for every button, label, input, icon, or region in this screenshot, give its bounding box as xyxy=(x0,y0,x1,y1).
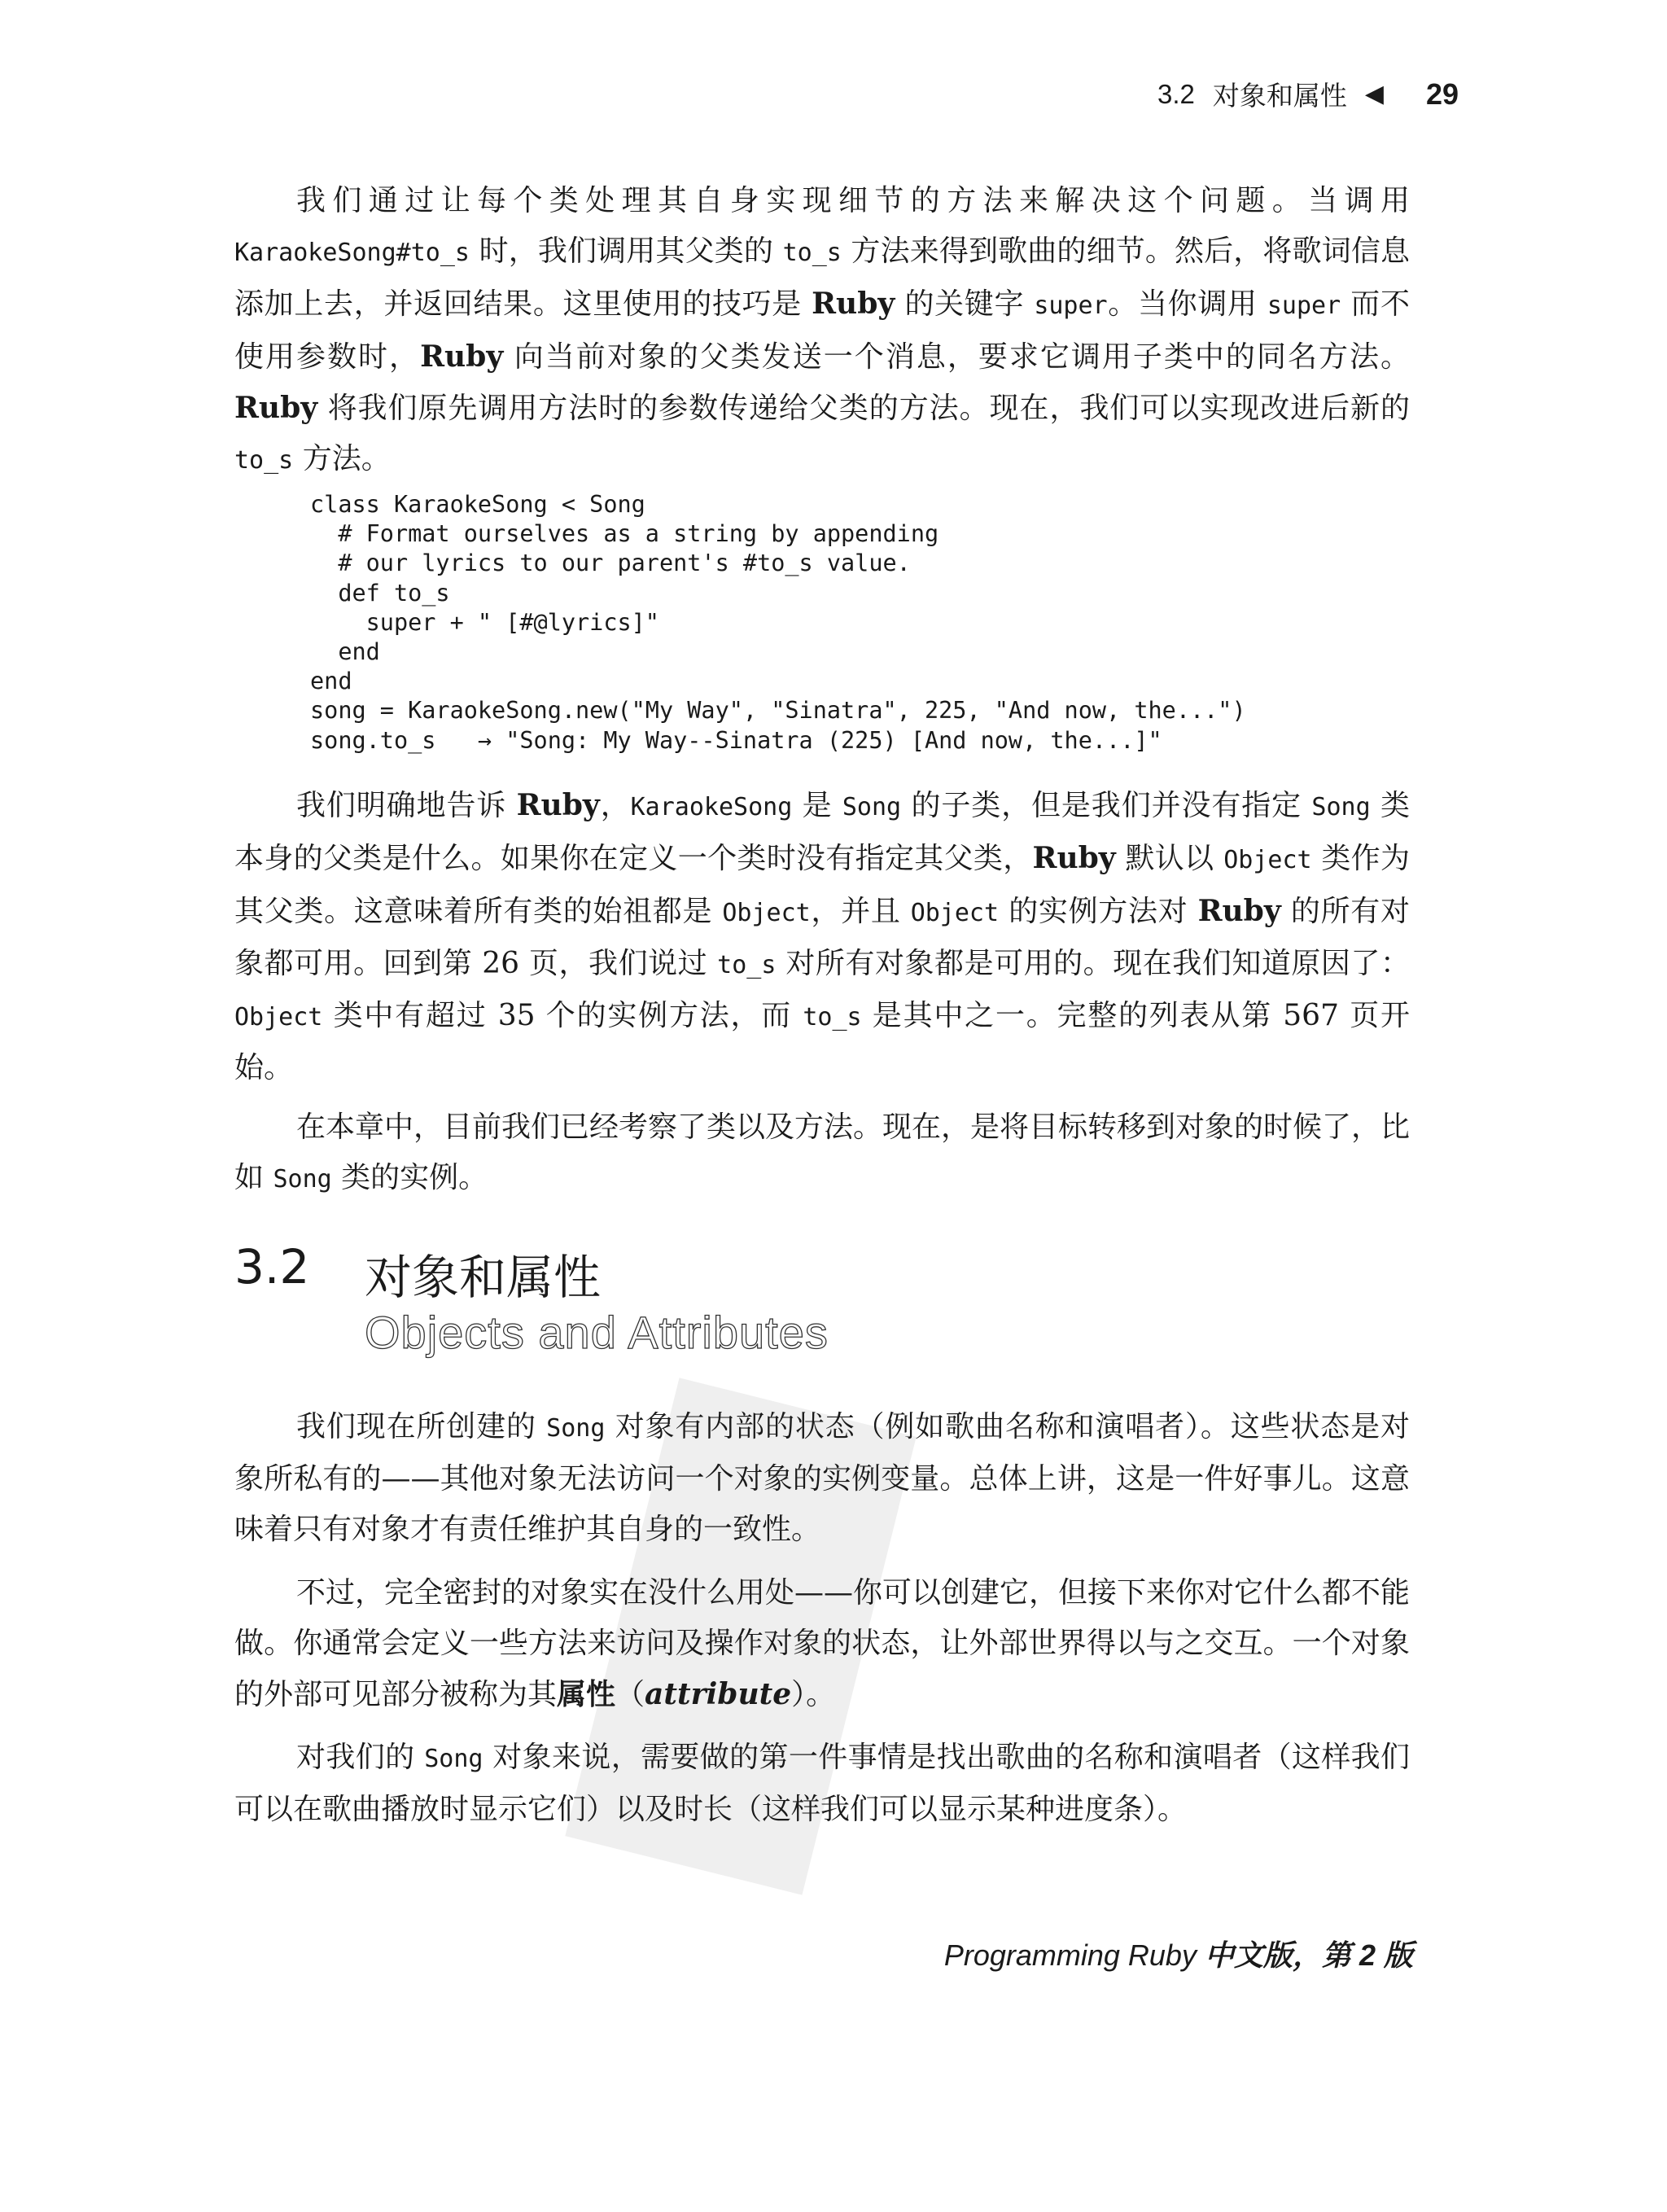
footer-book-title: Programming Ruby xyxy=(943,1938,1197,1972)
paragraph-3: 在本章中，目前我们已经考察了类以及方法。现在，是将目标转移到对象的时候了，比如 Song 类的实例。 xyxy=(234,1110,1411,1194)
code-line: end xyxy=(310,638,380,666)
code-line: song.to_s → "Song: My Way--Sinatra (225) [And now, the...]" xyxy=(310,726,1162,754)
section-title-en: Objects and Attributes xyxy=(365,1307,829,1358)
section-title-cn: 对象和属性 xyxy=(365,1250,602,1305)
running-header xyxy=(1157,75,1459,113)
paragraph-2: 我们明确地告诉 Ruby，KaraokeSong 是 Song 的子类，但是我们并没有指定 Song 类本身的父类是什么。如果你在定义一个类时没有指定其父类，Ruby 默认以 Object 类作为其父类。这意味着所有类的始祖都是 Object，并且 Object 的实例方法对 Ruby 的所有对象都可用。回到第 26 页，我们说过 to_s 对所有对象都是可用的。现在我们知道原因了：Object 类中有超过 35 个的实例方法，而 to_s 是其中之一。完整的列表从第 567 页开始。 xyxy=(234,788,1410,1084)
paragraph-4: 我们现在所创建的 Song 对象有内部的状态（例如歌曲名称和演唱者）。这些状态是对象所私有的——其他对象无法访问一个对象的实例变量。总体上讲，这是一件好事儿。这意味着只有对象才有责任维护其自身的一致性。 xyxy=(234,1410,1410,1546)
code-block xyxy=(310,490,1246,756)
running-footer xyxy=(944,1933,1413,1974)
code-line: def to_s xyxy=(310,579,450,607)
code-line: # our lyrics to our parent's #to_s value. xyxy=(310,550,911,577)
code-line: class KaraokeSong < Song xyxy=(310,491,645,518)
paragraph-5: 不过，完全密封的对象实在没什么用处——你可以创建它，但接下来你对它什么都不能做。你通常会定义一些方法来访问及操作对象的状态，让外部世界得以与之交互。一个对象的外部可见部分被称为其属性（attribute）。 xyxy=(234,1576,1411,1711)
section-number: 3.2 xyxy=(234,1239,310,1294)
header-arrow-icon: ◀ xyxy=(1364,81,1384,107)
header-section-number: 3.2 xyxy=(1157,78,1195,109)
code-line: song = KaraokeSong.new("My Way", "Sinatra", 225, "And now, the...") xyxy=(310,697,1246,725)
paragraph-6: 对我们的 Song 对象来说，需要做的第一件事情是找出歌曲的名称和演唱者（这样我们可以在歌曲播放时显示它们）以及时长（这样我们可以显示某种进度条）。 xyxy=(234,1741,1410,1826)
header-section-title: 对象和属性 xyxy=(1212,81,1347,111)
page-number: 29 xyxy=(1425,77,1459,111)
code-line: # Format ourselves as a string by appending xyxy=(310,520,939,548)
paragraph-1: 我们通过让每个类处理其自身实现细节的方法来解决这个问题。当调用 KaraokeSong#to_s 时，我们调用其父类的 to_s 方法来得到歌曲的细节。然后，将歌词信息添加上去，并返回结果。这里使用的技巧是 Ruby 的关键字 super。当你调用 super 而不使用参数时，Ruby 向当前对象的父类发送一个消息，要求它调用子类中的同名方法。Ruby 将我们原先调用方法时的参数传递给父类的方法。现在，我们可以实现改进后新的 to_s 方法。 xyxy=(234,184,1410,475)
footer-edition: 中文版，第 2 版 xyxy=(1196,1938,1413,1972)
code-line: end xyxy=(310,668,352,695)
code-line: super + " [#@lyrics]" xyxy=(310,608,659,636)
